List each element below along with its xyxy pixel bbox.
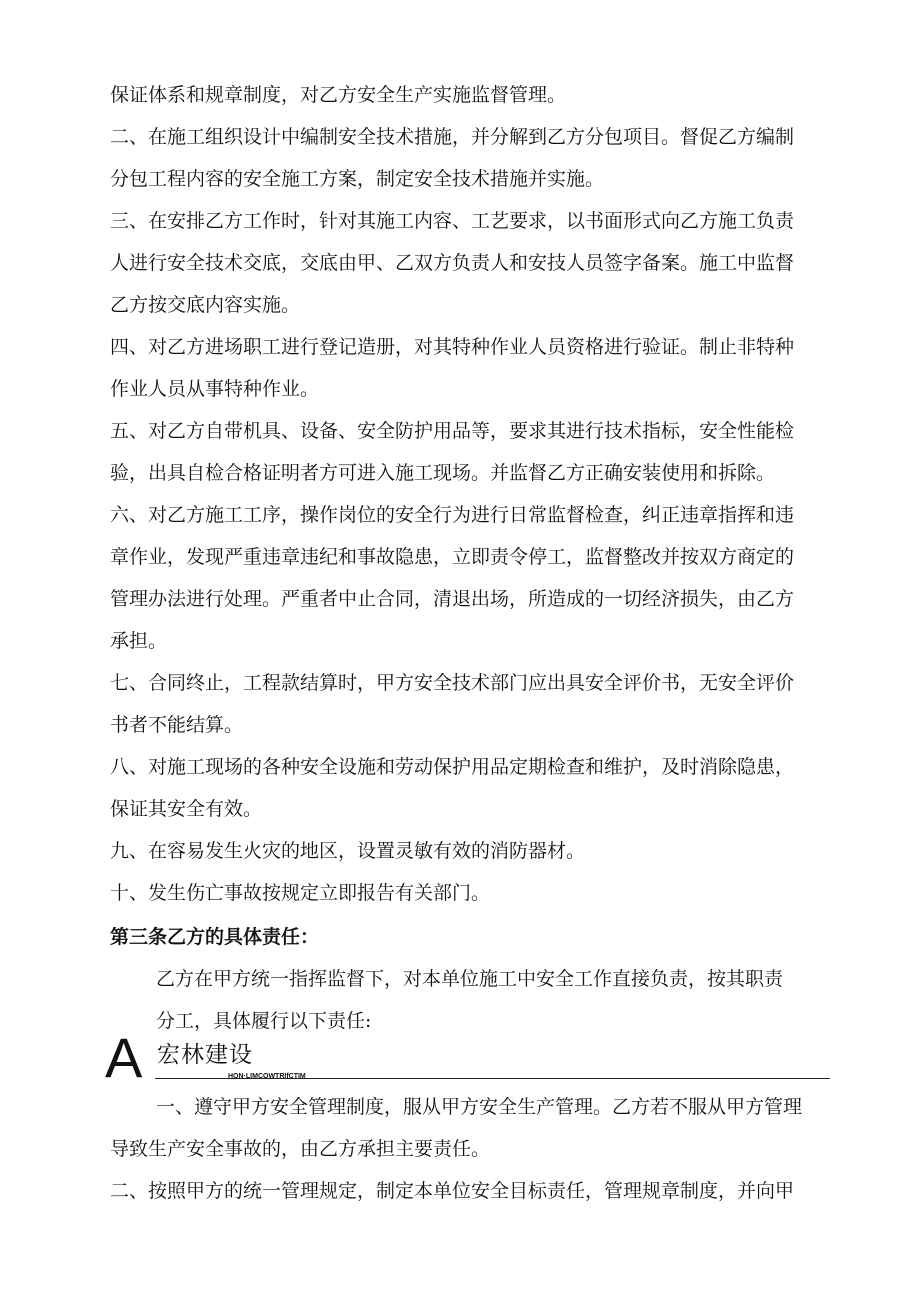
logo-mark: A (105, 1026, 143, 1089)
text-line: 乙方按交底内容实施。 (110, 294, 301, 316)
text-line: 章作业，发现严重违章违纪和事故隐患，立即责令停工，监督整改并按双方商定的 (110, 546, 795, 568)
text-line: 十、发生伤亡事故按规定立即报告有关部门。 (110, 882, 491, 904)
clause-2 (110, 116, 830, 200)
text-line: 保证体系和规章制度，对乙方安全生产实施监督管理。 (110, 84, 567, 106)
text-line: 管理办法进行处理。严重者中止合同，清退出场，所造成的一切经济损失，由乙方 (110, 588, 795, 610)
company-logo-header (105, 1026, 830, 1089)
clause-6 (110, 494, 830, 662)
text-line: 分包工程内容的安全施工方案，制定安全技术措施并实施。 (110, 168, 605, 190)
text-line: 三、在安排乙方工作时，针对其施工内容、工艺要求，以书面形式向乙方施工负责 (110, 210, 795, 232)
clause-7 (110, 662, 830, 746)
text-line: 二、按照甲方的统一管理规定，制定本单位安全目标责任，管理规章制度，并向甲 (110, 1180, 795, 1202)
logo-subtitle: HON·LIMCOWTRIfCTIM (228, 1073, 306, 1080)
text-line: 作业人员从事特种作业。 (110, 378, 320, 400)
text-line: 九、在容易发生火灾的地区，设置灵敏有效的消防器材。 (110, 840, 586, 862)
clause-8 (110, 746, 830, 830)
paragraph-intro-continuation (110, 74, 830, 116)
duty-1 (110, 1086, 830, 1170)
section-heading: 第三条乙方的具体责任： (110, 926, 320, 948)
text-line: 一、遵守甲方安全管理制度，服从甲方安全生产管理。乙方若不服从甲方管理 (156, 1096, 803, 1118)
text-line: 承担。 (110, 630, 168, 652)
text-line: 分工，具体履行以下责任: (156, 1010, 372, 1032)
text-line: 八、对施工现场的各种安全设施和劳动保护用品定期检查和维护，及时消除隐患， (110, 756, 795, 778)
clause-9 (110, 830, 830, 872)
clause-3 (110, 200, 830, 326)
clause-5 (110, 410, 830, 494)
text-line: 二、在施工组织设计中编制安全技术措施，并分解到乙方分包项目。督促乙方编制 (110, 126, 795, 148)
text-line: 验，出具自检合格证明者方可进入施工现场。并监督乙方正确安装使用和拆除。 (110, 462, 776, 484)
text-line: 书者不能结算。 (110, 714, 244, 736)
text-line: 四、对乙方进场职工进行登记造册，对其特种作业人员资格进行验证。制止非特种 (110, 336, 795, 358)
clause-10 (110, 872, 830, 914)
text-line: 七、合同终止，工程款结算时，甲方安全技术部门应出具安全评价书，无安全评价 (110, 672, 795, 694)
text-line: 六、对乙方施工工序，操作岗位的安全行为进行日常监督检查，纠正违章指挥和违 (110, 504, 795, 526)
clause-4 (110, 326, 830, 410)
text-line: 保证其安全有效。 (110, 798, 263, 820)
header-divider (155, 1078, 830, 1079)
text-line: 导致生产安全事故的，由乙方承担主要责任。 (110, 1138, 491, 1160)
text-line: 人进行安全技术交底，交底由甲、乙双方负责人和安技人员签字备案。施工中监督 (110, 252, 795, 274)
logo-company-name: 宏林建设 (157, 1042, 253, 1068)
text-line: 乙方在甲方统一指挥监督下，对本单位施工中安全工作直接负责，按其职责 (156, 968, 784, 990)
duty-2 (110, 1170, 830, 1212)
text-line: 五、对乙方自带机具、设备、安全防护用品等，要求其进行技术指标，安全性能检 (110, 420, 795, 442)
